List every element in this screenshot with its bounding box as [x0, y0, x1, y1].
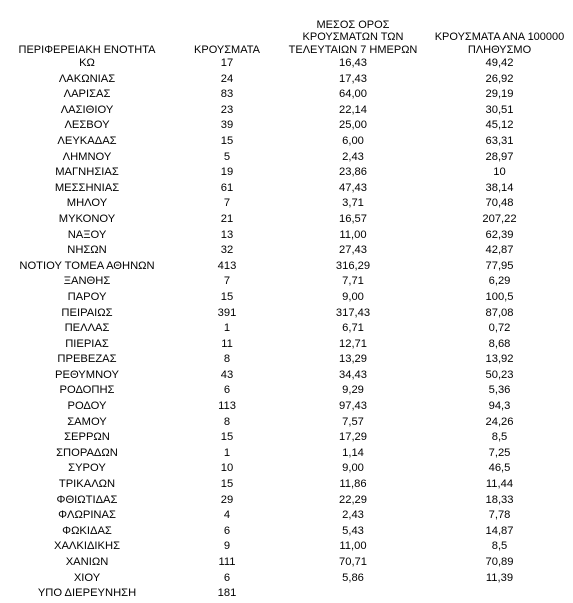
cell-7day-average: 16,57	[339, 212, 367, 225]
cell-cases: 23	[220, 103, 234, 116]
header-cases-per-100000	[426, 0, 573, 56]
cell-7day-average: 11,86	[339, 478, 367, 491]
cell-cases-per-100000: 70,89	[485, 556, 514, 568]
table-row	[0, 508, 573, 524]
cell-regional-unit: ΧΑΝΙΩΝ	[65, 556, 109, 568]
table-row	[0, 181, 573, 197]
table-row	[0, 493, 573, 509]
cell-cases: 21	[220, 212, 234, 225]
table-row	[0, 337, 573, 353]
cell-cases: 61	[220, 181, 234, 194]
cell-7day-average: 2,43	[342, 509, 364, 522]
cell-regional-unit: ΦΛΩΡΙΝΑΣ	[58, 509, 116, 522]
cell-cases: 181	[217, 587, 237, 600]
cell-cases: 113	[218, 400, 236, 413]
cell-cases-per-100000: 50,23	[485, 368, 514, 381]
cell-regional-unit: ΝΟΤΙΟΥ ΤΟΜΕΑ ΑΘΗΝΩΝ	[19, 259, 155, 272]
cell-cases: 1	[223, 322, 231, 335]
cell-cases-per-100000: 8,68	[488, 337, 511, 350]
cell-regional-unit: ΠΙΕΡΙΑΣ	[65, 337, 109, 350]
cell-7day-average: 9,00	[342, 462, 364, 475]
cell-cases-per-100000: 42,87	[485, 244, 514, 257]
cell-cases: 15	[220, 478, 234, 491]
cell-7day-average: 25,00	[339, 119, 367, 132]
cell-7day-average: 9,29	[342, 384, 364, 397]
header-line: ΚΡΟΥΣΜΑΤΩΝ ΤΩΝ	[302, 31, 404, 43]
cell-7day-average: 11,00	[339, 228, 367, 241]
cell-cases: 111	[218, 556, 236, 568]
cell-7day-average: 11,00	[339, 540, 367, 553]
cell-cases-per-100000: 26,92	[485, 72, 514, 85]
cell-7day-average: 6,71	[342, 322, 364, 335]
cell-7day-average: 17,43	[339, 72, 367, 85]
cell-cases-per-100000: 77,95	[485, 259, 514, 272]
cell-7day-average: 64,00	[339, 88, 367, 101]
cell-7day-average: 13,29	[339, 353, 367, 366]
cell-cases: 17	[220, 57, 234, 69]
cell-cases: 1	[223, 446, 231, 459]
cell-cases: 7	[223, 275, 231, 288]
cell-regional-unit: ΥΠΟ ΔΙΕΡΕΥΝΗΣΗ	[37, 587, 137, 600]
cell-regional-unit: ΡΕΘΥΜΝΟΥ	[55, 368, 119, 381]
cell-cases: 39	[220, 119, 234, 132]
cell-cases: 10	[220, 462, 234, 475]
cell-7day-average: 5,43	[342, 524, 364, 537]
cell-regional-unit: ΜΑΓΝΗΣΙΑΣ	[55, 166, 119, 179]
header-7day-average	[280, 0, 426, 56]
cell-7day-average: 5,86	[342, 571, 364, 584]
cell-cases-per-100000: 45,12	[485, 119, 514, 132]
cell-cases: 7	[223, 197, 231, 210]
cell-cases-per-100000: 94,3	[488, 400, 511, 413]
header-cases	[174, 0, 280, 56]
table-row	[0, 150, 573, 166]
cell-cases-per-100000: 6,29	[488, 275, 511, 288]
cell-7day-average: 47,43	[339, 181, 367, 194]
cell-cases: 6	[223, 524, 231, 537]
cell-cases-per-100000: 13,92	[485, 353, 514, 366]
cell-cases-per-100000: 62,39	[485, 228, 514, 241]
cell-cases: 8	[223, 415, 231, 428]
table-row	[0, 352, 573, 368]
table-row	[0, 72, 573, 88]
table-row	[0, 87, 573, 103]
cell-cases-per-100000: 49,42	[485, 57, 514, 69]
cell-regional-unit: ΛΑΡΙΣΑΣ	[63, 88, 111, 101]
cell-regional-unit: ΣΥΡΟΥ	[68, 462, 106, 475]
cell-7day-average	[280, 586, 426, 602]
table-row	[0, 446, 573, 462]
cell-regional-unit: ΠΡΕΒΕΖΑΣ	[57, 353, 117, 366]
header-line: ΤΕΛΕΥΤΑΙΩΝ 7 ΗΜΕΡΩΝ	[288, 43, 418, 56]
cell-cases: 13	[220, 228, 234, 241]
cell-regional-unit: ΣΑΜΟΥ	[67, 415, 107, 428]
header-line: ΚΡΟΥΣΜΑΤΑ ΑΝΑ 100000	[434, 31, 565, 43]
table-row	[0, 118, 573, 134]
cell-7day-average: 17,29	[339, 431, 367, 444]
cell-regional-unit: ΜΗΛΟΥ	[66, 197, 108, 210]
cell-cases: 5	[223, 150, 231, 163]
cell-cases-per-100000	[426, 586, 573, 602]
table-row	[0, 134, 573, 150]
table-body	[0, 56, 573, 602]
cell-7day-average: 34,43	[339, 368, 367, 381]
cell-cases-per-100000: 29,19	[485, 88, 514, 101]
table-row	[0, 259, 573, 275]
cell-regional-unit: ΝΗΣΩΝ	[67, 244, 107, 257]
cell-regional-unit: ΣΕΡΡΩΝ	[64, 431, 110, 444]
cell-regional-unit: ΛΑΚΩΝΙΑΣ	[58, 72, 116, 85]
cell-7day-average: 70,71	[339, 556, 367, 568]
cell-cases: 15	[220, 431, 234, 444]
cell-regional-unit: ΞΑΝΘΗΣ	[63, 275, 111, 288]
cell-cases-per-100000: 14,87	[485, 524, 514, 537]
table-row	[0, 290, 573, 306]
cell-cases-per-100000: 87,08	[485, 306, 514, 319]
table-row	[0, 430, 573, 446]
cell-cases-per-100000: 30,51	[485, 103, 514, 116]
cell-regional-unit: ΦΩΚΙΔΑΣ	[62, 524, 112, 537]
cell-cases: 29	[220, 493, 234, 506]
header-line: ΠΕΡΙΦΕΡΕΙΑΚΗ ΕΝΟΤΗΤΑ	[18, 43, 156, 56]
table-row	[0, 196, 573, 212]
cell-regional-unit: ΛΑΣΙΘΙΟΥ	[60, 103, 114, 116]
cell-7day-average: 27,43	[339, 244, 367, 257]
table-row	[0, 415, 573, 431]
table-row	[0, 56, 573, 72]
cell-cases: 43	[220, 368, 234, 381]
table-row	[0, 212, 573, 228]
table-row	[0, 228, 573, 244]
cell-cases: 15	[220, 134, 234, 147]
cell-cases-per-100000: 100,5	[485, 290, 514, 303]
header-line: ΜΕΣΟΣ ΟΡΟΣ	[316, 18, 390, 31]
cell-cases-per-100000: 207,22	[482, 212, 517, 225]
cell-cases-per-100000: 11,44	[485, 478, 514, 491]
cell-cases: 9	[223, 540, 231, 553]
cell-cases: 24	[220, 72, 234, 85]
table-row	[0, 571, 573, 587]
cell-cases-per-100000: 63,31	[485, 134, 514, 147]
header-regional-unit	[0, 0, 174, 56]
cell-regional-unit: ΡΟΔΟΥ	[67, 400, 107, 413]
cell-cases-per-100000: 0,72	[488, 322, 511, 335]
cell-7day-average: 1,14	[342, 446, 364, 459]
table-row	[0, 555, 573, 571]
cell-cases-per-100000: 8,5	[491, 540, 508, 553]
cell-7day-average: 7,57	[342, 415, 364, 428]
cell-cases-per-100000: 5,36	[488, 384, 511, 397]
cell-regional-unit: ΠΕΛΛΑΣ	[64, 322, 110, 335]
cell-7day-average: 23,86	[339, 166, 367, 179]
cell-regional-unit: ΛΕΣΒΟΥ	[64, 119, 110, 132]
cell-cases-per-100000: 8,5	[491, 431, 508, 444]
cell-regional-unit: ΠΕΙΡΑΙΩΣ	[61, 306, 113, 319]
table-row	[0, 539, 573, 555]
cell-7day-average: 9,00	[342, 290, 364, 303]
cell-cases: 8	[223, 353, 231, 366]
cell-cases-per-100000: 7,78	[488, 509, 511, 522]
cell-cases-per-100000: 24,26	[485, 415, 514, 428]
cell-regional-unit: ΧΑΛΚΙΔΙΚΗΣ	[53, 540, 120, 553]
table-row	[0, 368, 573, 384]
cell-cases-per-100000: 10	[493, 166, 506, 179]
cell-regional-unit: ΦΘΙΩΤΙΔΑΣ	[56, 493, 118, 506]
cell-cases: 391	[217, 306, 237, 319]
cell-7day-average: 317,43	[335, 306, 371, 319]
cell-7day-average: 6,00	[342, 134, 364, 147]
table-row	[0, 103, 573, 119]
cell-cases-per-100000: 18,33	[485, 493, 514, 506]
table-row	[0, 461, 573, 477]
cell-regional-unit: ΝΑΞΟΥ	[67, 228, 107, 241]
cell-7day-average: 3,71	[342, 197, 364, 210]
cell-regional-unit: ΛΗΜΝΟΥ	[62, 150, 112, 163]
cell-7day-average: 7,71	[342, 275, 364, 288]
cell-cases: 413	[217, 259, 237, 272]
cell-cases: 32	[220, 244, 234, 257]
cell-regional-unit: ΚΩ	[79, 57, 95, 69]
cell-7day-average: 22,29	[339, 493, 367, 506]
cell-regional-unit: ΧΙΟΥ	[73, 571, 101, 584]
cell-cases: 4	[223, 509, 231, 522]
cell-cases-per-100000: 7,25	[488, 446, 511, 459]
table-row	[0, 477, 573, 493]
cell-cases-per-100000: 70,48	[485, 197, 514, 210]
cell-7day-average: 2,43	[342, 150, 364, 163]
cell-cases: 11	[221, 337, 233, 350]
cell-regional-unit: ΣΠΟΡΑΔΩΝ	[56, 446, 118, 459]
cell-cases: 15	[220, 290, 234, 303]
cell-cases: 19	[220, 166, 234, 179]
cell-regional-unit: ΠΑΡΟΥ	[67, 290, 107, 303]
table-row	[0, 306, 573, 322]
cell-regional-unit: ΡΟΔΟΠΗΣ	[59, 384, 115, 397]
cell-7day-average: 316,29	[335, 259, 371, 272]
table-row	[0, 524, 573, 540]
cell-regional-unit: ΛΕΥΚΑΔΑΣ	[57, 134, 117, 147]
table-row	[0, 586, 573, 602]
table-row	[0, 243, 573, 259]
cell-7day-average: 16,43	[339, 57, 367, 69]
cell-7day-average: 22,14	[339, 103, 367, 116]
cell-regional-unit: ΤΡΙΚΑΛΩΝ	[58, 478, 116, 491]
table-row	[0, 383, 573, 399]
cell-regional-unit: ΜΕΣΣΗΝΙΑΣ	[54, 181, 120, 194]
table-row	[0, 321, 573, 337]
table-row	[0, 399, 573, 415]
cell-7day-average: 12,71	[339, 337, 367, 350]
cell-cases: 83	[220, 88, 234, 101]
table-row	[0, 274, 573, 290]
cell-cases: 6	[223, 571, 231, 584]
cell-cases-per-100000: 11,39	[485, 571, 514, 584]
cell-cases-per-100000: 46,5	[488, 462, 511, 475]
cell-cases-per-100000: 38,14	[485, 181, 514, 194]
header-line: ΠΛΗΘΥΣΜΟ	[467, 43, 532, 56]
header-line: ΚΡΟΥΣΜΑΤΑ	[194, 43, 260, 56]
cell-regional-unit: ΜΥΚΟΝΟΥ	[58, 212, 116, 225]
table-row	[0, 165, 573, 181]
cell-cases: 6	[223, 384, 231, 397]
cell-7day-average: 97,43	[339, 400, 367, 413]
cell-cases-per-100000: 28,97	[485, 150, 514, 163]
